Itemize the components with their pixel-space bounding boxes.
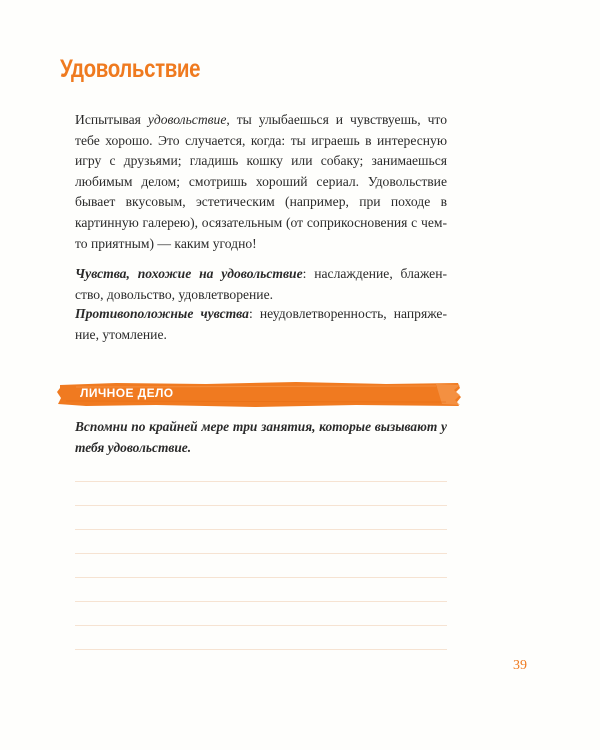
opposite-feelings-label: Противоположные чувства xyxy=(75,306,249,321)
section-label: ЛИЧНОЕ ДЕЛО xyxy=(80,386,174,400)
writing-line xyxy=(75,553,447,554)
intro-paragraph xyxy=(75,110,447,254)
intro-emphasis: удовольствие xyxy=(147,112,227,127)
page-title: Удовольствие xyxy=(60,55,201,83)
writing-line xyxy=(75,481,447,482)
writing-line xyxy=(75,625,447,626)
intro-text-after: , ты улыбаешься и чувствуешь, что тебе хорошо. Это случается, когда: ты играешь в интересную игру с друзьями; гладишь кошку или собаку; занимаешься любимым делом; смотришь хороший сериал. Удовольствие бывает вкусовым, эстетическим (например, при походе в картинную галерею), осязательным (от соприкосновения с чем-то приятным) — каким угодно! xyxy=(75,112,447,251)
section-banner xyxy=(56,380,462,408)
activity-prompt: Вспомни по крайней мере три занятия, которые вызывают у тебя удовольствие. xyxy=(75,419,447,455)
opposite-feelings-paragraph xyxy=(75,304,447,345)
similar-feelings-paragraph xyxy=(75,264,447,305)
writing-line xyxy=(75,529,447,530)
writing-line xyxy=(75,601,447,602)
similar-feelings-label: Чувства, похожие на удовольствие xyxy=(75,266,303,281)
similar-feelings-text: : наслаждение, блаженство, довольство, удовлетворение. xyxy=(75,266,447,302)
writing-line xyxy=(75,577,447,578)
intro-text-before: Испытывая xyxy=(75,112,148,127)
opposite-feelings-text: : неудовлетворенность, напряжение, утомление. xyxy=(75,306,447,342)
writing-line xyxy=(75,505,447,506)
page-number: 39 xyxy=(513,658,527,673)
writing-line xyxy=(75,649,447,650)
